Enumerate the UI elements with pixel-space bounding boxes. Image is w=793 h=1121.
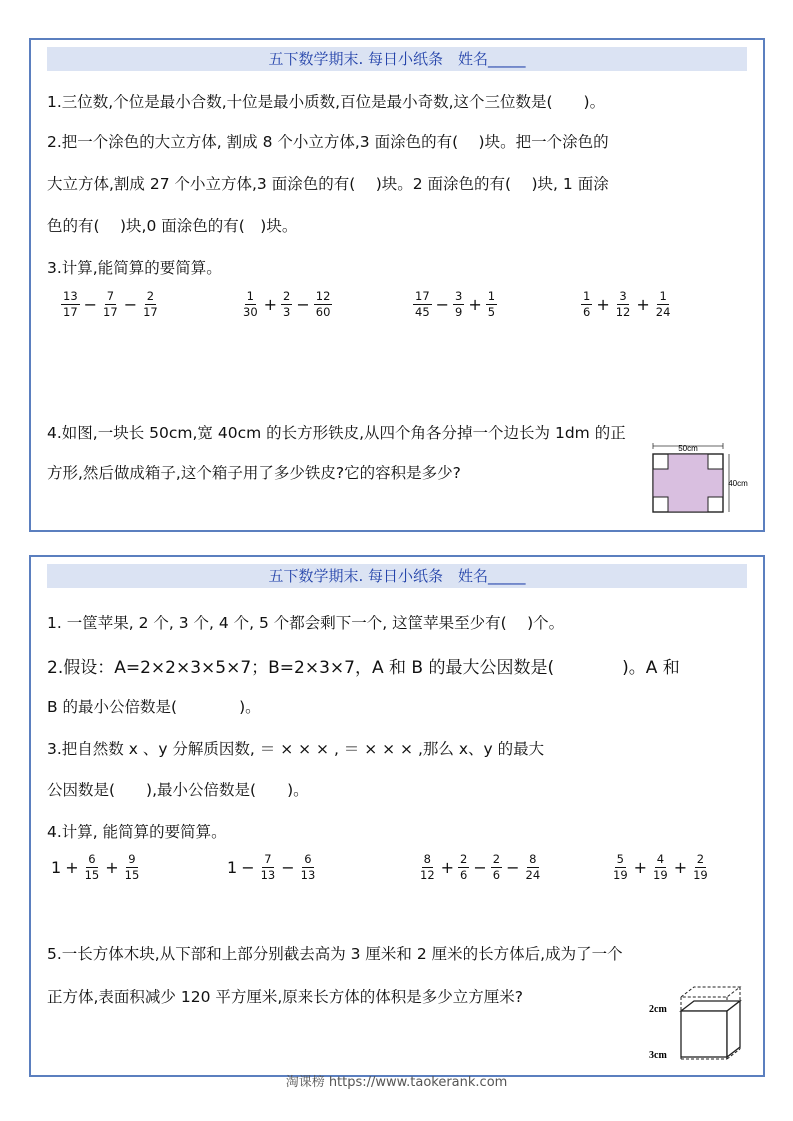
fraction <box>691 853 710 882</box>
numerator: 3 <box>453 290 464 305</box>
fraction <box>314 290 333 319</box>
fraction <box>281 290 292 319</box>
numerator: 2 <box>458 853 469 868</box>
question-2-line-2: B 的最小公倍数是( )。 <box>47 698 261 716</box>
fraction <box>83 853 102 882</box>
operator: + <box>468 295 482 315</box>
fraction <box>486 290 497 319</box>
numerator: 3 <box>617 290 628 305</box>
denominator: 19 <box>613 868 628 883</box>
denominator: 30 <box>243 305 258 320</box>
expression-2 <box>239 290 334 319</box>
operator: + <box>636 295 650 315</box>
operator: + <box>673 858 688 878</box>
question-3-line-1: 3.把自然数 x 、y 分解质因数, ＝ × × × , ＝ × × × ,那么 x、y 的最大 <box>47 740 545 758</box>
denominator: 19 <box>693 868 708 883</box>
numerator: 12 <box>314 290 333 305</box>
calculation-row <box>31 290 767 330</box>
numerator: 2 <box>695 853 706 868</box>
fraction <box>651 853 670 882</box>
denominator: 19 <box>653 868 668 883</box>
cuboid-diagram <box>648 979 744 1065</box>
denominator: 17 <box>143 305 158 320</box>
card-title: 五下数学期末. 每日小纸条 姓名_____ <box>47 47 747 71</box>
whole-number: 1 <box>51 858 62 878</box>
denominator: 12 <box>420 868 435 883</box>
operator: − <box>296 295 310 315</box>
top-cut-label: 2cm <box>649 1004 667 1015</box>
question-2-line-3: 色的有( )块,0 面涂色的有( )块。 <box>47 217 298 235</box>
worksheet-card-1 <box>29 38 765 532</box>
fraction <box>581 290 592 319</box>
worksheet-card-2 <box>29 555 765 1077</box>
denominator: 15 <box>124 868 140 883</box>
numerator: 2 <box>145 290 156 305</box>
denominator: 17 <box>103 305 118 320</box>
denominator: 9 <box>455 305 463 320</box>
fraction <box>141 290 160 319</box>
operator: − <box>435 295 450 315</box>
tin-sheet-diagram <box>648 440 748 518</box>
operator: − <box>83 295 98 315</box>
denominator: 6 <box>492 868 501 883</box>
denominator: 24 <box>525 868 541 883</box>
expression-4 <box>609 853 712 882</box>
numerator: 6 <box>86 853 97 868</box>
numerator: 17 <box>413 290 432 305</box>
operator: − <box>506 858 520 878</box>
question-2-line-1: 2.假设：A=2×2×3×5×7；B=2×3×7，A 和 B 的最大公因数是( )。A 和 <box>47 658 680 678</box>
numerator: 1 <box>581 290 592 305</box>
operator: + <box>65 858 79 878</box>
numerator: 13 <box>61 290 80 305</box>
expression-1 <box>59 290 162 319</box>
fraction <box>654 290 673 319</box>
fraction <box>241 290 260 319</box>
fraction <box>259 853 278 882</box>
fraction <box>413 290 432 319</box>
question-3-line-2: 公因数是( ),最小公倍数是( )。 <box>47 781 309 799</box>
denominator: 5 <box>487 305 496 320</box>
denominator: 6 <box>583 305 591 320</box>
question-4-line-2: 方形,然后做成箱子,这个箱子用了多少铁皮?它的容积是多少? <box>47 464 461 482</box>
numerator: 9 <box>126 853 137 868</box>
fraction <box>418 853 437 882</box>
question-3: 3.计算,能简算的要简算。 <box>47 259 222 277</box>
width-label: 50cm <box>678 444 698 453</box>
question-2-line-1: 2.把一个涂色的大立方体, 割成 8 个小立方体,3 面涂色的有( )块。把一个涂色的 <box>47 133 609 151</box>
numerator: 6 <box>302 853 313 868</box>
fraction <box>491 853 502 882</box>
operator: − <box>473 858 487 878</box>
question-5-line-2: 正方体,表面积减少 120 平方厘米,原来长方体的体积是多少立方厘米? <box>47 988 524 1006</box>
denominator: 24 <box>655 305 671 320</box>
expression-4 <box>579 290 674 319</box>
question-2-line-2: 大立方体,割成 27 个小立方体,3 面涂色的有( )块。2 面涂色的有( )块, 1 面涂 <box>47 175 609 193</box>
question-4-line-1: 4.如图,一块长 50cm,宽 40cm 的长方形铁皮,从四个角各分掉一个边长为 1dm 的正 <box>47 424 626 442</box>
operator: + <box>105 858 119 878</box>
denominator: 60 <box>315 305 331 320</box>
denominator: 12 <box>615 305 631 320</box>
operator: − <box>281 858 295 878</box>
numerator: 1 <box>657 290 668 305</box>
numerator: 1 <box>486 290 497 305</box>
numerator: 2 <box>281 290 292 305</box>
numerator: 4 <box>655 853 666 868</box>
fraction <box>299 853 318 882</box>
denominator: 13 <box>300 868 316 883</box>
numerator: 5 <box>615 853 626 868</box>
operator: − <box>123 295 138 315</box>
numerator: 7 <box>105 290 116 305</box>
denominator: 15 <box>84 868 100 883</box>
fraction <box>101 290 120 319</box>
expression-2 <box>227 853 319 882</box>
fraction <box>123 853 142 882</box>
question-1: 1. 一筐苹果, 2 个, 3 个, 4 个, 5 个都会剩下一个, 这筐苹果至少有( )个。 <box>47 614 565 632</box>
fraction <box>61 290 80 319</box>
numerator: 8 <box>527 853 538 868</box>
operator: + <box>596 295 610 315</box>
question-5-line-1: 5.一长方体木块,从下部和上部分别截去高为 3 厘米和 2 厘米的长方体后,成为了一个 <box>47 945 623 963</box>
operator: + <box>440 858 455 878</box>
calculation-row <box>31 853 767 893</box>
numerator: 2 <box>491 853 502 868</box>
fraction <box>611 853 630 882</box>
height-label: 40cm <box>728 479 748 488</box>
denominator: 13 <box>260 868 276 883</box>
operator: + <box>263 295 278 315</box>
fraction <box>524 853 543 882</box>
numerator: 8 <box>422 853 433 868</box>
operator: − <box>241 858 255 878</box>
denominator: 17 <box>63 305 78 320</box>
fraction <box>453 290 464 319</box>
cuboid-figure <box>648 979 744 1069</box>
tin-sheet-figure <box>648 440 748 522</box>
footer-watermark: 淘课榜 https://www.taokerank.com <box>285 1075 508 1090</box>
question-1: 1.三位数,个位是最小合数,十位是最小质数,百位是最小奇数,这个三位数是( )。 <box>47 93 606 111</box>
expression-3 <box>416 853 544 882</box>
denominator: 3 <box>283 305 291 320</box>
denominator: 45 <box>415 305 430 320</box>
card-title: 五下数学期末. 每日小纸条 姓名_____ <box>47 564 747 588</box>
numerator: 7 <box>262 853 273 868</box>
fraction <box>614 290 633 319</box>
expression-3 <box>411 290 499 319</box>
numerator: 1 <box>245 290 256 305</box>
bottom-cut-label: 3cm <box>649 1050 667 1061</box>
question-4: 4.计算, 能简算的要简算。 <box>47 823 227 841</box>
operator: + <box>633 858 648 878</box>
denominator: 6 <box>460 868 468 883</box>
fraction <box>458 853 469 882</box>
whole-number: 1 <box>227 858 238 878</box>
expression-1 <box>51 853 143 882</box>
